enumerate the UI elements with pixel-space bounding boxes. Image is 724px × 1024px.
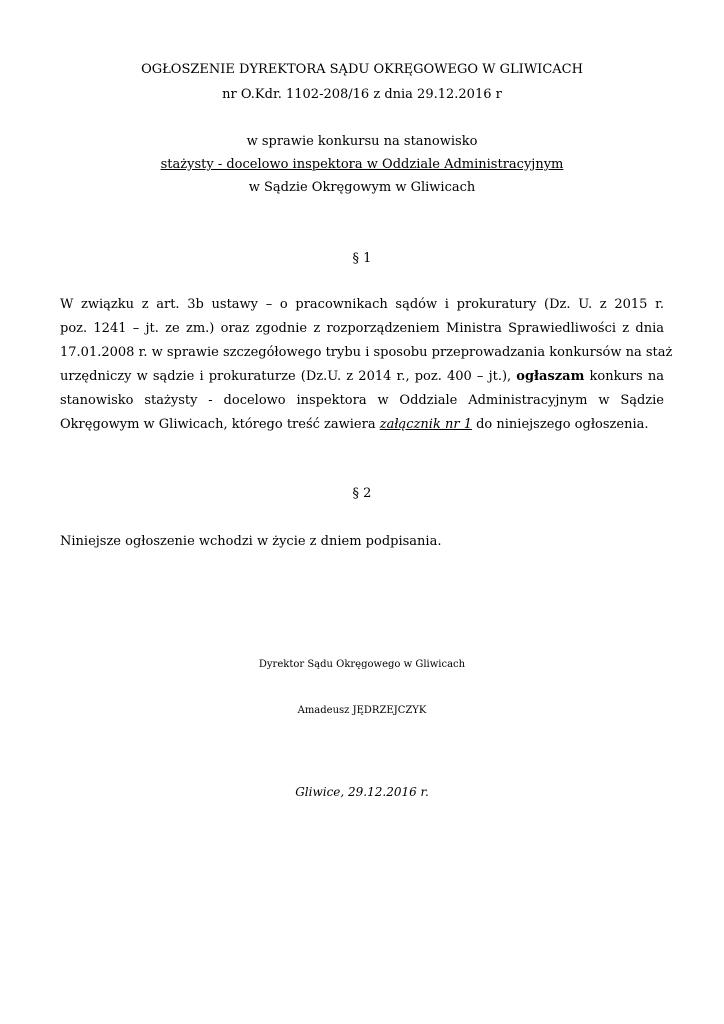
- attachment-reference: załącznik nr 1: [379, 417, 472, 432]
- signature-name: Amadeusz JĘDRZEJCZYK: [297, 705, 427, 716]
- subject-line-2-wrap: [0, 157, 724, 173]
- section-1-line-5: stanowisko stażysty - docelowo inspektora w Oddziale Administracyjnym w Sądzie: [60, 393, 664, 408]
- document-number: nr O.Kdr. 1102-208/16 z dnia 29.12.2016 r: [222, 87, 502, 102]
- section-1-line-3: 17.01.2008 r. w sprawie szczegółowego trybu i sposobu przeprowadzania konkursów na staż: [60, 345, 673, 360]
- section-1-line-6-post: do niniejszego ogłoszenia.: [476, 417, 649, 432]
- subject-line-1: w sprawie konkursu na stanowisko: [246, 134, 478, 149]
- section-1-heading: § 1: [352, 251, 372, 266]
- document-title: OGŁOSZENIE DYREKTORA SĄDU OKRĘGOWEGO W GLIWICACH: [141, 62, 583, 77]
- section-1-line-1: W związku z art. 3b ustawy – o pracownikach sądów i prokuratury (Dz. U. z 2015 r.: [60, 297, 664, 312]
- section-1-line-4-pre: urzędniczy w sądzie i prokuraturze (Dz.U. z 2014 r., poz. 400 – jt.),: [60, 369, 512, 384]
- section-1-line-4: [60, 369, 664, 385]
- section-1-line-6: [60, 417, 664, 433]
- section-1-line-4-post: konkurs na: [589, 369, 664, 384]
- section-2-heading: § 2: [352, 486, 372, 501]
- subject-line-3: w Sądzie Okręgowym w Gliwicach: [248, 180, 476, 195]
- place-date: Gliwice, 29.12.2016 r.: [295, 785, 429, 799]
- section-1-line-6-pre: Okręgowym w Gliwicach, którego treść zawiera: [60, 417, 376, 432]
- section-2-text: Niniejsze ogłoszenie wchodzi w życie z dniem podpisania.: [60, 534, 442, 549]
- signature-role: Dyrektor Sądu Okręgowego w Gliwicach: [258, 659, 466, 670]
- section-1-line-2: poz. 1241 – jt. ze zm.) oraz zgodnie z rozporządzeniem Ministra Sprawiedliwości z dnia: [60, 321, 664, 336]
- subject-line-2: stażysty - docelowo inspektora w Oddziale Administracyjnym: [160, 157, 564, 172]
- announce-keyword: ogłaszam: [516, 369, 585, 384]
